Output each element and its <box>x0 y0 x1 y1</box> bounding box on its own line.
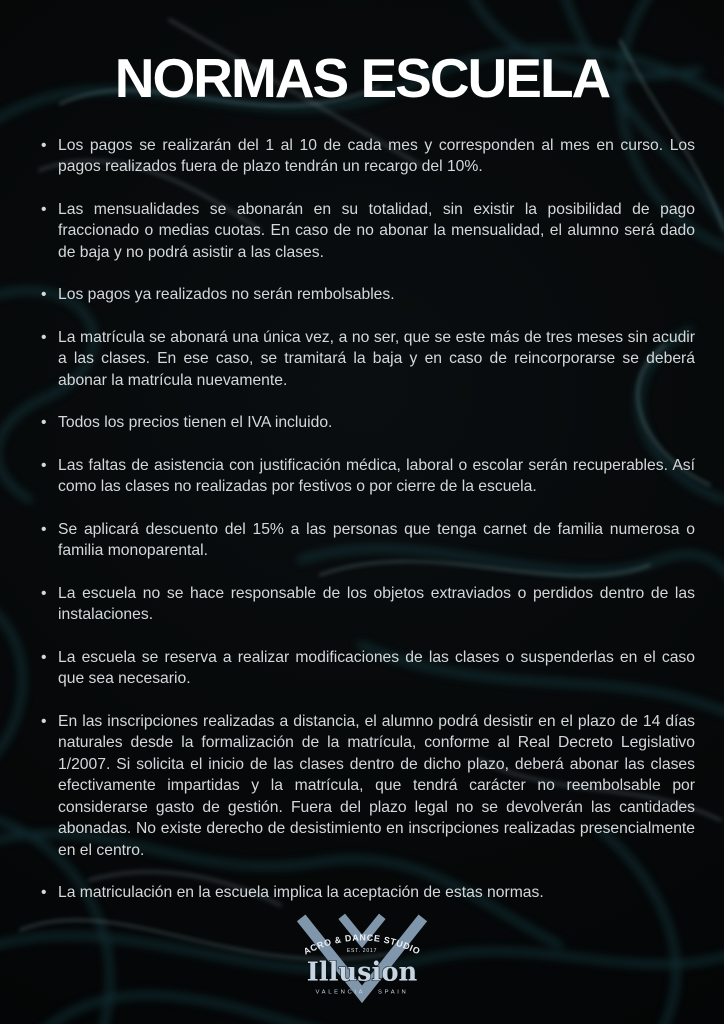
rule-item-acceptance-of-rules: • La matriculación en la escuela implica la aceptación de estas normas. <box>58 882 695 904</box>
logo-studio-type-text: ACRO & DANCE STUDIO <box>301 932 423 957</box>
rule-item-class-modifications: • La escuela se reserva a realizar modificaciones de las clases o suspenderlas en el caso que sea necesario. <box>58 647 695 690</box>
rule-item-lost-objects: • La escuela no se hace responsable de los objetos extraviados o perdidos dentro de las instalaciones. <box>58 583 695 626</box>
rules-list <box>0 135 724 904</box>
rule-item-full-monthly-payment: • Las mensualidades se abonarán en su totalidad, sin existir la posibilidad de pago fraccionado o medias cuotas. En caso de no abonar la mensualidad, el alumno será dado de baja y no podrá asistir a las clases. <box>58 199 695 264</box>
rule-item-justified-absences: • Las faltas de asistencia con justificación médica, laboral o escolar serán recuperables. Así como las clases no realizadas por festivos o por cierre de la escuela. <box>58 455 695 498</box>
rule-item-distance-enrollment-withdrawal: • En las inscripciones realizadas a distancia, el alumno podrá desistir en el plazo de 14 días naturales desde la formalización de la matrícula, conforme al Real Decreto Legislativo 1/2007. Si solicita el inicio de las clases dentro de dicho plazo, deberá abonar las clases efectivamente impartidas y la matrícula, que tendrá carácter no reembolsable por considerarse gasto de gestión. Fuera del plazo legal no se devolverán las cantidades abonadas. No existe derecho de desistimiento en inscripciones realizadas presencialmente en el centro. <box>58 711 695 862</box>
logo-location-text: VALENCIA · SPAIN <box>315 989 409 996</box>
poster-content <box>0 48 724 904</box>
page-title: NORMAS ESCUELA <box>114 47 610 109</box>
illusion-studio-logo <box>284 910 440 1010</box>
logo-wordmark-text: Illusion <box>306 957 418 988</box>
rule-item-vat-included: • Todos los precios tienen el IVA incluido. <box>58 412 695 434</box>
rule-item-payments-window: • Los pagos se realizarán del 1 al 10 de cada mes y corresponden al mes en curso. Los pagos realizados fuera de plazo tendrán un recargo del 10%. <box>58 135 695 178</box>
rule-item-enrollment-fee: • La matrícula se abonará una única vez, a no ser, que se este más de tres meses sin acudir a las clases. En ese caso, se tramitará la baja y en caso de reincorporarse se deberá abonar la matrícula nuevamente. <box>58 327 695 392</box>
logo-established-text: EST. 2017 <box>346 948 378 955</box>
rule-item-no-refunds: • Los pagos ya realizados no serán rembolsables. <box>58 284 695 306</box>
illusion-logo-graphic <box>284 910 440 1010</box>
rule-item-family-discount: • Se aplicará descuento del 15% a las personas que tenga carnet de familia numerosa o familia monoparental. <box>58 519 695 562</box>
